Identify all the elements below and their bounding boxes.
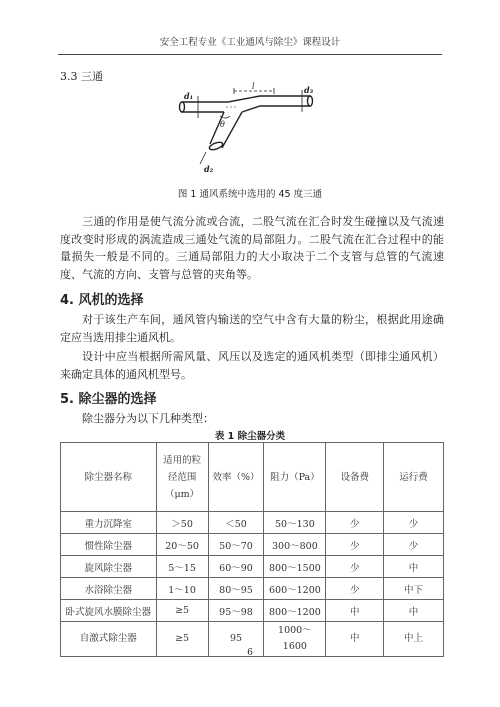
table-cell: 中下 xyxy=(384,578,444,600)
table-cell: 中 xyxy=(326,622,384,657)
paragraph-fan-1: 对于该生产车间，通风管内输送的空气中含有大量的粉尘，根据此用途确定应当选用排尘通风机。 xyxy=(60,313,444,344)
header-cell: 运行费 xyxy=(384,443,444,512)
paragraph-fan-2: 设计中应当根据所需风量、风压以及选定的通风机类型（即排尘通风机）来确定具体的通风机型号。 xyxy=(60,350,444,381)
label-l: l xyxy=(252,82,255,91)
table-cell: 惯性除尘器 xyxy=(61,534,157,556)
tee-diagram xyxy=(160,82,342,174)
table-cell: ＜50 xyxy=(208,512,264,534)
table-cell: 水浴除尘器 xyxy=(61,578,157,600)
header-cell: 除尘器名称 xyxy=(61,443,157,512)
table-cell: 旋风除尘器 xyxy=(61,556,157,578)
table-cell: 20～50 xyxy=(156,534,208,556)
table-cell: 少 xyxy=(326,534,384,556)
table-cell: 50～130 xyxy=(264,512,326,534)
table-cell: 800～1200 xyxy=(264,600,326,622)
figure-caption: 图 1 通风系统中选用的 45 度三通 xyxy=(177,189,323,200)
table-cell: 少 xyxy=(384,512,444,534)
paragraph-tee: 三通的作用是使气流分流或合流，二股气流在汇合时发生碰撞以及气流速度改变时形成的涡流造成三通处气流的局部阻力。二股气流在汇合过程中的能量损失一般是不同的。三通局部阻力的大小取决于二个支管与总管的气流速度、气流的方向、支管与总管的夹角等。 xyxy=(60,215,444,281)
heading-fan-selection: 4. 风机的选择 xyxy=(60,293,144,308)
table-cell: 60～90 xyxy=(208,556,264,578)
table-cell: 中 xyxy=(326,600,384,622)
table-cell: 5～15 xyxy=(156,556,208,578)
label-d1: d₁ xyxy=(184,91,194,101)
table-cell: 卧式旋风水膜除尘器 xyxy=(61,600,157,622)
table-row xyxy=(61,556,444,578)
header-cell: 效率（%） xyxy=(208,443,264,512)
table-row xyxy=(61,512,444,534)
paragraph-dust-types: 除尘器分为以下几种类型： xyxy=(82,412,214,425)
heading-dust-collector: 5. 除尘器的选择 xyxy=(60,392,157,407)
table-cell: 95～98 xyxy=(208,600,264,622)
table-cell: 1000～1600 xyxy=(264,622,326,657)
label-theta: θ xyxy=(220,120,225,129)
table-row xyxy=(61,534,444,556)
header-cell: 适用的粒径范围（μm） xyxy=(156,443,208,512)
table-cell: 中 xyxy=(384,600,444,622)
label-d2: d₂ xyxy=(204,164,214,174)
table-row xyxy=(61,600,444,622)
table-cell: 自激式除尘器 xyxy=(61,622,157,657)
table-cell: 95 xyxy=(208,622,264,657)
table-header-row xyxy=(61,443,444,512)
table-cell: ≥5 xyxy=(156,622,208,657)
section-title-3-3: 3.3 三通 xyxy=(60,70,103,83)
table-row xyxy=(61,578,444,600)
page-header: 安全工程专业《工业通风与除尘》课程设计 xyxy=(58,34,442,55)
table-cell: 少 xyxy=(384,534,444,556)
table-cell: 少 xyxy=(326,578,384,600)
table-cell: 重力沉降室 xyxy=(61,512,157,534)
table-cell: 少 xyxy=(326,512,384,534)
table-cell: 800～1500 xyxy=(264,556,326,578)
header-cell: 阻力（Pa） xyxy=(264,443,326,512)
table-cell: 300～800 xyxy=(264,534,326,556)
table-cell: 1～10 xyxy=(156,578,208,600)
table-cell: ≥5 xyxy=(156,600,208,622)
page-number: 6 xyxy=(247,648,253,658)
header-cell: 设备费 xyxy=(326,443,384,512)
table-cell: 中 xyxy=(384,556,444,578)
table-cell: 600～1200 xyxy=(264,578,326,600)
table-cell: 80～95 xyxy=(208,578,264,600)
table-cell: 少 xyxy=(326,556,384,578)
label-d3: d₃ xyxy=(304,85,314,95)
table-caption: 表 1 除尘器分类 xyxy=(214,431,286,442)
table-cell: ＞50 xyxy=(156,512,208,534)
table-cell: 50～70 xyxy=(208,534,264,556)
dust-collector-table xyxy=(60,442,444,657)
table-cell: 中上 xyxy=(384,622,444,657)
